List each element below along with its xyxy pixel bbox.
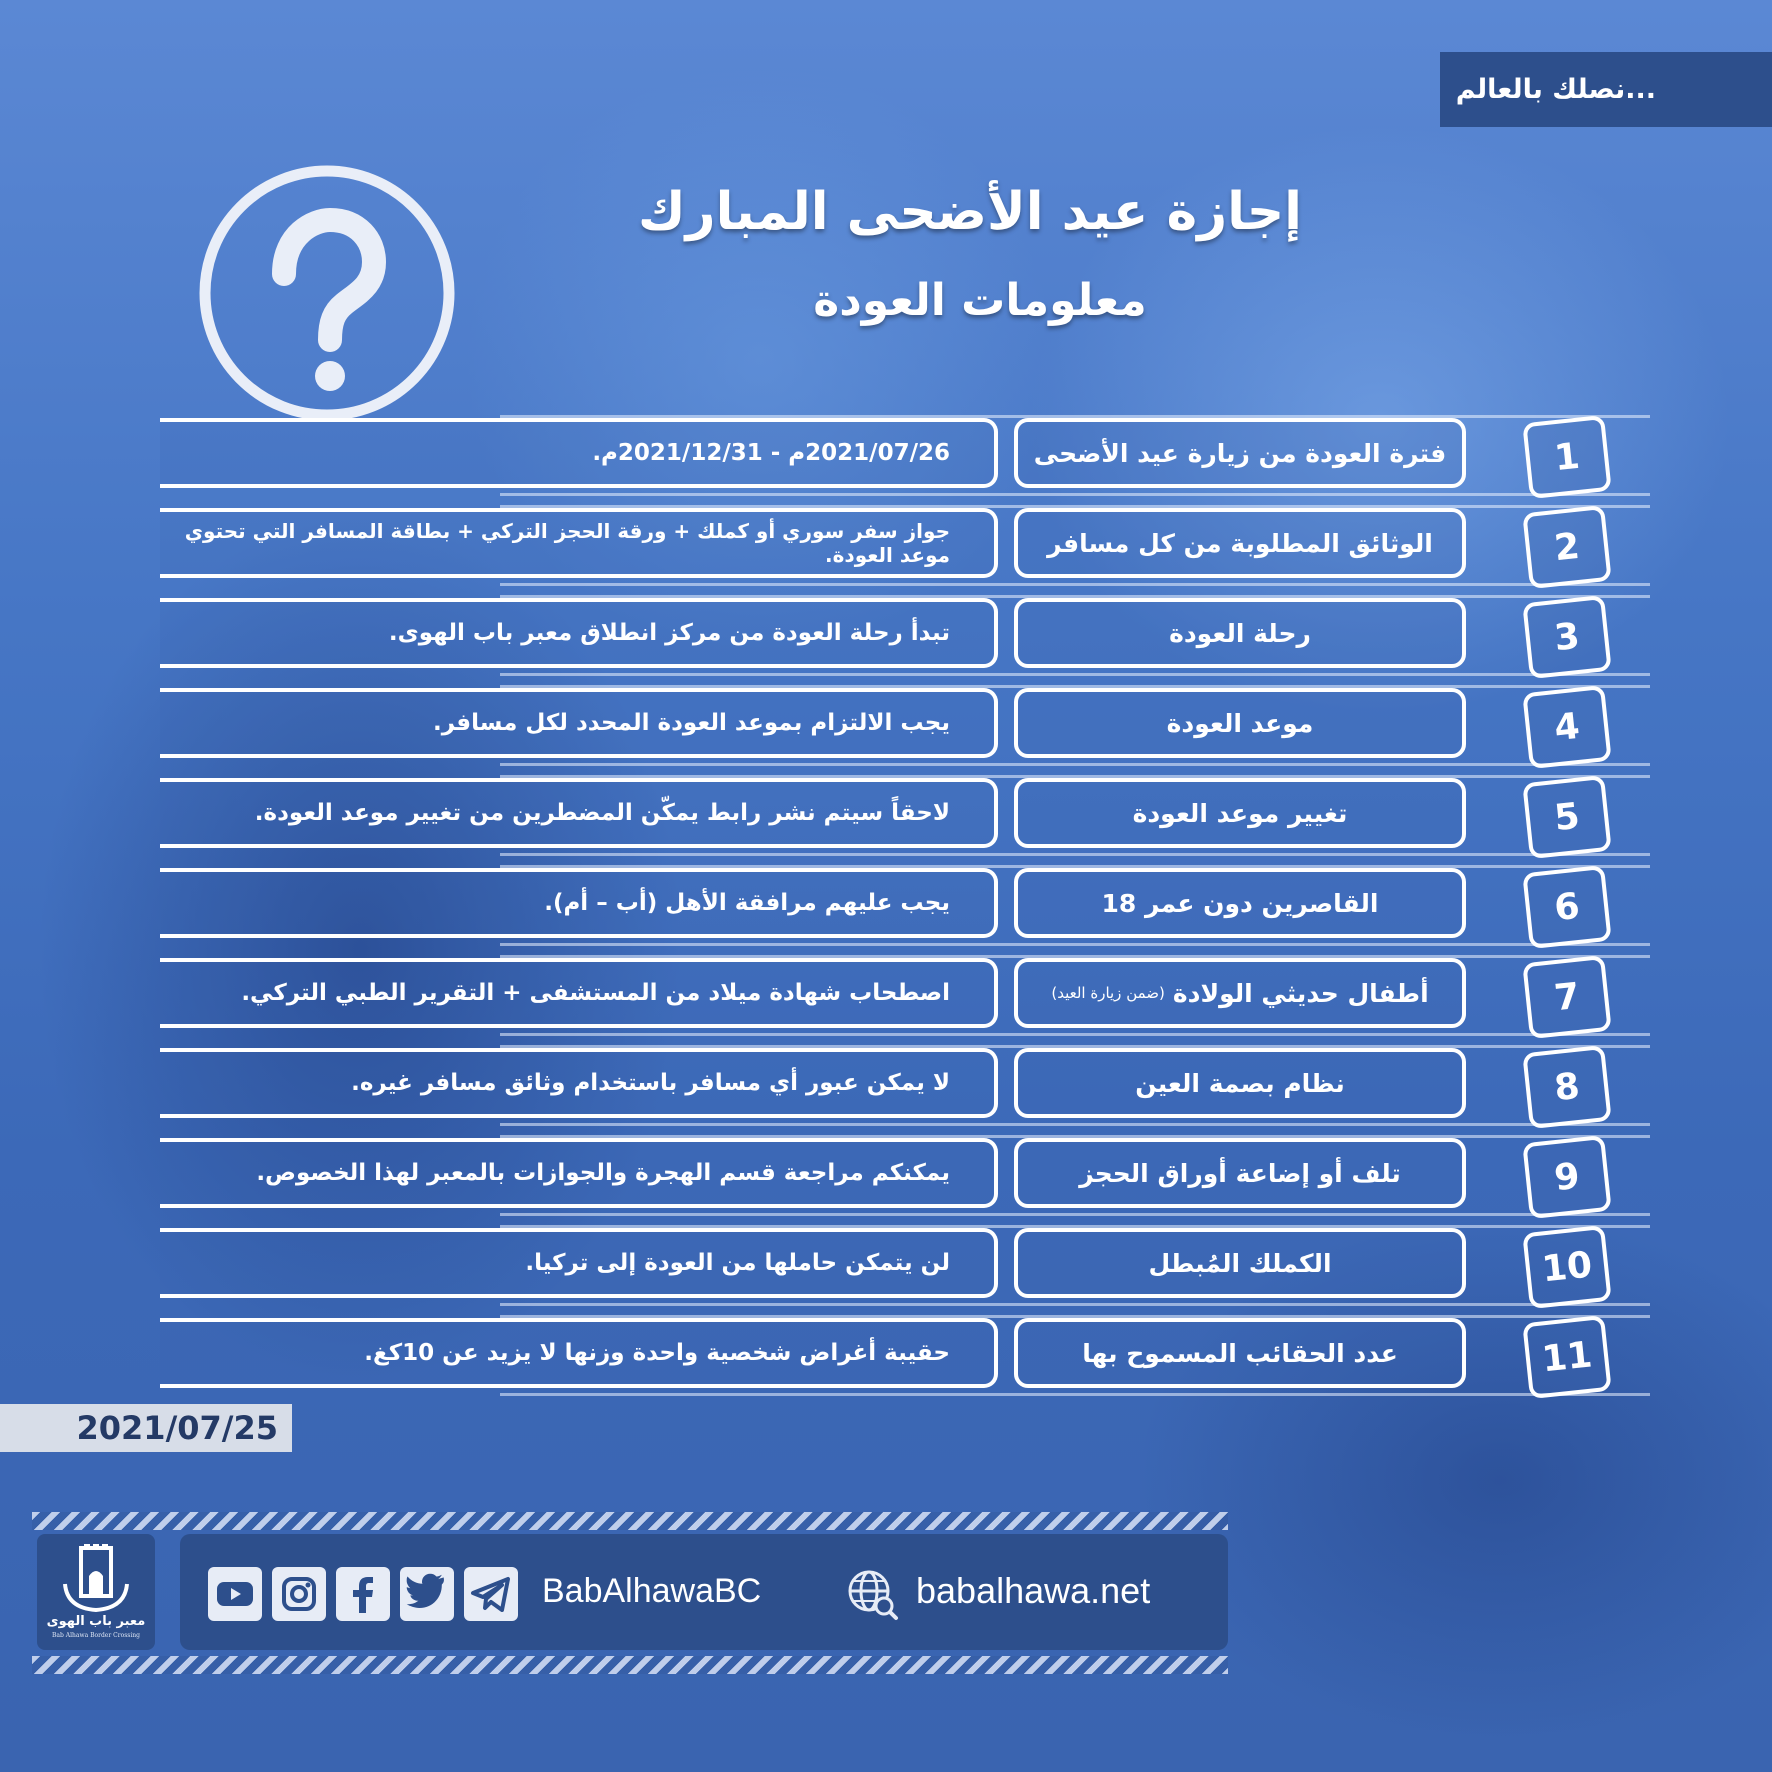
row-divider <box>500 1033 1650 1036</box>
info-row <box>0 1135 1772 1217</box>
row-divider <box>500 853 1650 856</box>
info-row <box>0 955 1772 1037</box>
page-title: إجازة عيد الأضحى المبارك <box>638 182 1302 242</box>
row-divider <box>500 1393 1650 1396</box>
row-value: يجب عليهم مرافقة الأهل (أب – أم). <box>160 868 998 938</box>
row-value: يمكنكم مراجعة قسم الهجرة والجوازات بالمعبر لهذا الخصوص. <box>160 1138 998 1208</box>
row-divider <box>500 763 1650 766</box>
row-label: تلف أو إضاعة أوراق الحجز <box>1014 1138 1466 1208</box>
row-divider <box>500 1303 1650 1306</box>
row-label: نظام بصمة العين <box>1014 1048 1466 1118</box>
row-value: يجب الالتزام بموعد العودة المحدد لكل مسافر. <box>160 688 998 758</box>
row-label: عدد الحقائب المسموح بها <box>1014 1318 1466 1388</box>
info-row <box>0 415 1772 497</box>
globe-search-icon <box>844 1566 900 1622</box>
row-number: 6 <box>1522 865 1611 949</box>
row-label: فترة العودة من زيارة عيد الأضحى <box>1014 418 1466 488</box>
slogan-banner: نصلك بالعالم... <box>1440 52 1772 127</box>
row-number: 2 <box>1522 505 1611 589</box>
social-handle[interactable]: BabAlhawaBC <box>542 1572 762 1610</box>
row-number: 1 <box>1522 415 1611 499</box>
logo-name-en: Bab Alhawa Border Crossing <box>52 1632 140 1639</box>
row-label-text: أطفال حديثي الولادة <box>1172 978 1429 1008</box>
row-number: 8 <box>1522 1045 1611 1129</box>
info-row <box>0 595 1772 677</box>
row-number: 9 <box>1522 1135 1611 1219</box>
row-divider <box>500 943 1650 946</box>
row-number: 3 <box>1522 595 1611 679</box>
row-number: 10 <box>1522 1225 1611 1309</box>
row-divider <box>500 493 1650 496</box>
row-label: رحلة العودة <box>1014 598 1466 668</box>
gate-logo-icon <box>37 1534 155 1614</box>
row-number: 5 <box>1522 775 1611 859</box>
question-mark-icon <box>196 162 458 424</box>
telegram-icon[interactable] <box>464 1567 518 1621</box>
footer-pattern-top <box>32 1512 1228 1530</box>
info-row <box>0 775 1772 857</box>
row-value: اصطحاب شهادة ميلاد من المستشفى + التقرير الطبي التركي. <box>160 958 998 1028</box>
info-row <box>0 1225 1772 1307</box>
row-number: 4 <box>1522 685 1611 769</box>
facebook-icon[interactable] <box>336 1567 390 1621</box>
footer-pattern-bottom <box>32 1656 1228 1674</box>
row-label: الوثائق المطلوبة من كل مسافر <box>1014 508 1466 578</box>
info-row <box>0 865 1772 947</box>
row-value: حقيبة أغراض شخصية واحدة وزنها لا يزيد عن 10كغ. <box>160 1318 998 1388</box>
info-row <box>0 1315 1772 1397</box>
twitter-icon[interactable] <box>400 1567 454 1621</box>
info-row <box>0 505 1772 587</box>
row-label: القاصرين دون عمر 18 <box>1014 868 1466 938</box>
info-row <box>0 1045 1772 1127</box>
logo-name-ar: معبر باب الهوى <box>46 1614 146 1629</box>
page-subtitle: معلومات العودة <box>813 275 1147 326</box>
row-number: 11 <box>1522 1315 1611 1399</box>
youtube-icon[interactable] <box>208 1567 262 1621</box>
row-value: تبدأ رحلة العودة من مركز انطلاق معبر باب الهوى. <box>160 598 998 668</box>
row-label: موعد العودة <box>1014 688 1466 758</box>
row-value: لا يمكن عبور أي مسافر باستخدام وثائق مسافر غيره. <box>160 1048 998 1118</box>
contact-bar <box>180 1534 1228 1650</box>
row-value: لاحقاً سيتم نشر رابط يمكّن المضطرين من تغيير موعد العودة. <box>160 778 998 848</box>
logo <box>37 1534 155 1650</box>
row-value: لن يتمكن حاملها من العودة إلى تركيا. <box>160 1228 998 1298</box>
row-divider <box>500 1213 1650 1216</box>
row-value: جواز سفر سوري أو كملك + ورقة الحجز التركي + بطاقة المسافر التي تحتوي موعد العودة. <box>160 508 998 578</box>
row-divider <box>500 583 1650 586</box>
row-label: الكملك المُبطل <box>1014 1228 1466 1298</box>
row-label-note: (ضمن زيارة العيد) <box>1051 984 1165 1002</box>
row-label <box>1014 958 1466 1028</box>
row-divider <box>500 673 1650 676</box>
row-label: تغيير موعد العودة <box>1014 778 1466 848</box>
row-divider <box>500 1123 1650 1126</box>
row-number: 7 <box>1522 955 1611 1039</box>
row-value: 2021/07/26م - 2021/12/31م. <box>160 418 998 488</box>
website-link[interactable]: babalhawa.net <box>916 1570 1151 1611</box>
instagram-icon[interactable] <box>272 1567 326 1621</box>
info-row <box>0 685 1772 767</box>
date-tag: 2021/07/25 <box>0 1404 292 1452</box>
